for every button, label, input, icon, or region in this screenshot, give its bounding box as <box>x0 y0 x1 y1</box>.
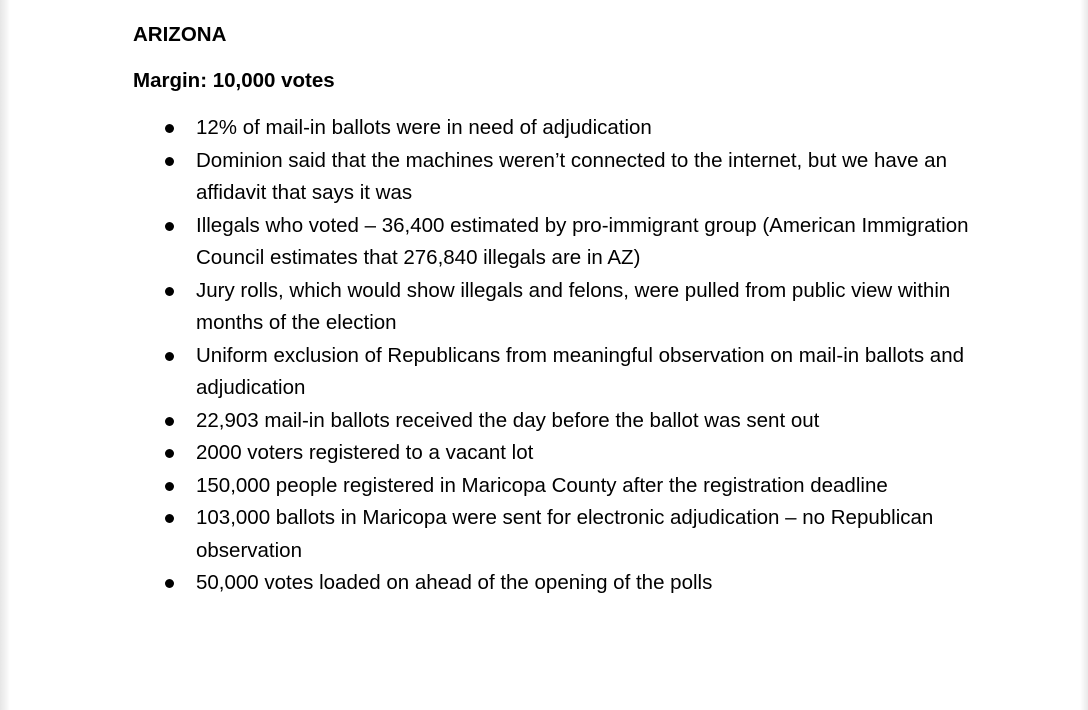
list-item <box>133 145 993 210</box>
list-item <box>133 405 993 438</box>
bullet-dot-icon <box>165 222 174 231</box>
bullet-text: Illegals who voted – 36,400 estimated by pro-immigrant group (American Immigration Council estimates that 276,840 illegals are in AZ) <box>196 213 969 269</box>
bullet-text: 22,903 mail-in ballots received the day before the ballot was sent out <box>196 408 820 432</box>
page-edge-shadow-left <box>0 0 10 710</box>
bullet-text: 50,000 votes loaded on ahead of the opening of the polls <box>196 571 713 594</box>
bullet-text: 12% of mail-in ballots were in need of adjudication <box>196 116 652 139</box>
list-item <box>133 470 993 503</box>
list-item <box>133 502 993 567</box>
bullet-text: Dominion said that the machines weren’t connected to the internet, but we have an affidavit that says it was <box>196 148 947 204</box>
bullet-dot-icon <box>165 157 174 166</box>
list-item <box>133 437 993 470</box>
list-item <box>133 567 993 600</box>
bullet-dot-icon <box>165 124 174 133</box>
bullet-text: 2000 voters registered to a vacant lot <box>196 441 534 464</box>
list-item <box>133 112 993 145</box>
bullet-text: Jury rolls, which would show illegals and felons, were pulled from public view within months of the election <box>196 278 951 334</box>
bullet-dot-icon <box>165 287 174 296</box>
bullet-dot-icon <box>165 352 174 361</box>
bullet-text: 150,000 people registered in Maricopa County after the registration deadline <box>196 473 888 497</box>
bullet-dot-icon <box>165 482 174 491</box>
margin-heading: Margin: 10,000 votes <box>133 69 335 92</box>
bullet-dot-icon <box>165 514 174 523</box>
bullet-dot-icon <box>165 579 174 588</box>
bullet-dot-icon <box>165 417 174 426</box>
bullet-dot-icon <box>165 449 174 458</box>
bullet-text: 103,000 ballots in Maricopa were sent for electronic adjudication – no Republican observation <box>196 506 934 562</box>
page-edge-shadow-right <box>1080 0 1088 710</box>
document-title: ARIZONA <box>133 23 227 46</box>
list-item <box>133 210 993 275</box>
bullet-text: Uniform exclusion of Republicans from meaningful observation on mail-in ballots and adjudication <box>196 343 964 399</box>
list-item <box>133 340 993 405</box>
bullet-list <box>133 112 993 600</box>
document-body <box>133 20 993 600</box>
list-item <box>133 275 993 340</box>
